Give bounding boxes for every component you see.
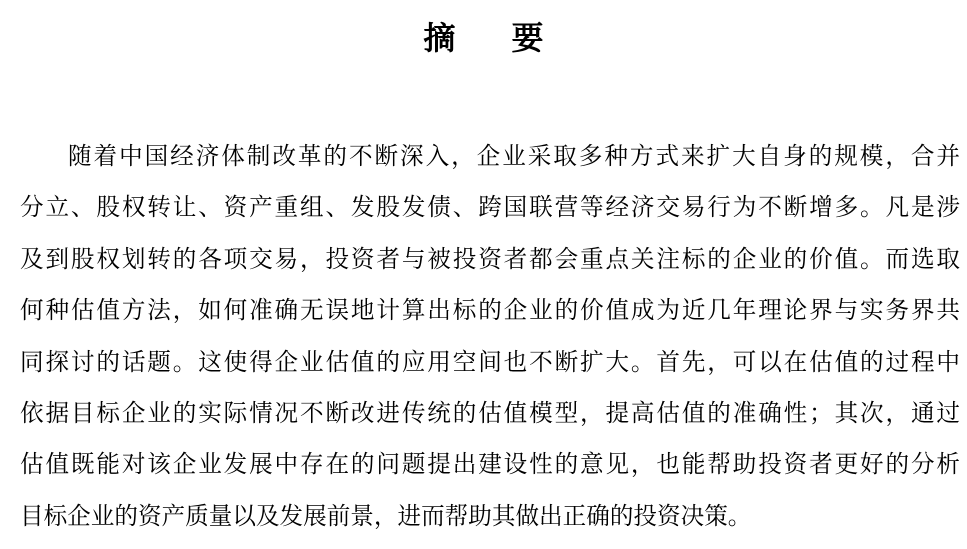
paragraph-line-8: 目标企业的资产质量以及发展前景，进而帮助其做出正确的投资决策。 <box>20 501 752 530</box>
paragraph-line-2: 分立、股权转让、资产重组、发股发债、跨国联营等经济交易行为不断增多。凡是涉 <box>20 193 960 222</box>
paragraph-line-4: 何种估值方法，如何准确无误地计算出标的企业的价值成为近几年理论界与实务界共 <box>20 296 960 325</box>
paragraph-line-7: 估值既能对该企业发展中存在的问题提出建设性的意见，也能帮助投资者更好的分析 <box>20 450 960 479</box>
paragraph-line-5: 同探讨的话题。这使得企业估值的应用空间也不断扩大。首先，可以在估值的过程中 <box>20 347 960 376</box>
abstract-paragraph <box>20 138 960 549</box>
paragraph-line-6: 依据目标企业的实际情况不断改进传统的估值模型，提高估值的准确性；其次，通过 <box>20 398 960 427</box>
paragraph-line-1: 随着中国经济体制改革的不断深入，企业采取多种方式来扩大自身的规模，合并 <box>68 142 960 170</box>
abstract-title: 摘要 <box>423 19 600 57</box>
paragraph-line-3: 及到股权划转的各项交易，投资者与被投资者都会重点关注标的企业的价值。而选取 <box>20 244 960 273</box>
